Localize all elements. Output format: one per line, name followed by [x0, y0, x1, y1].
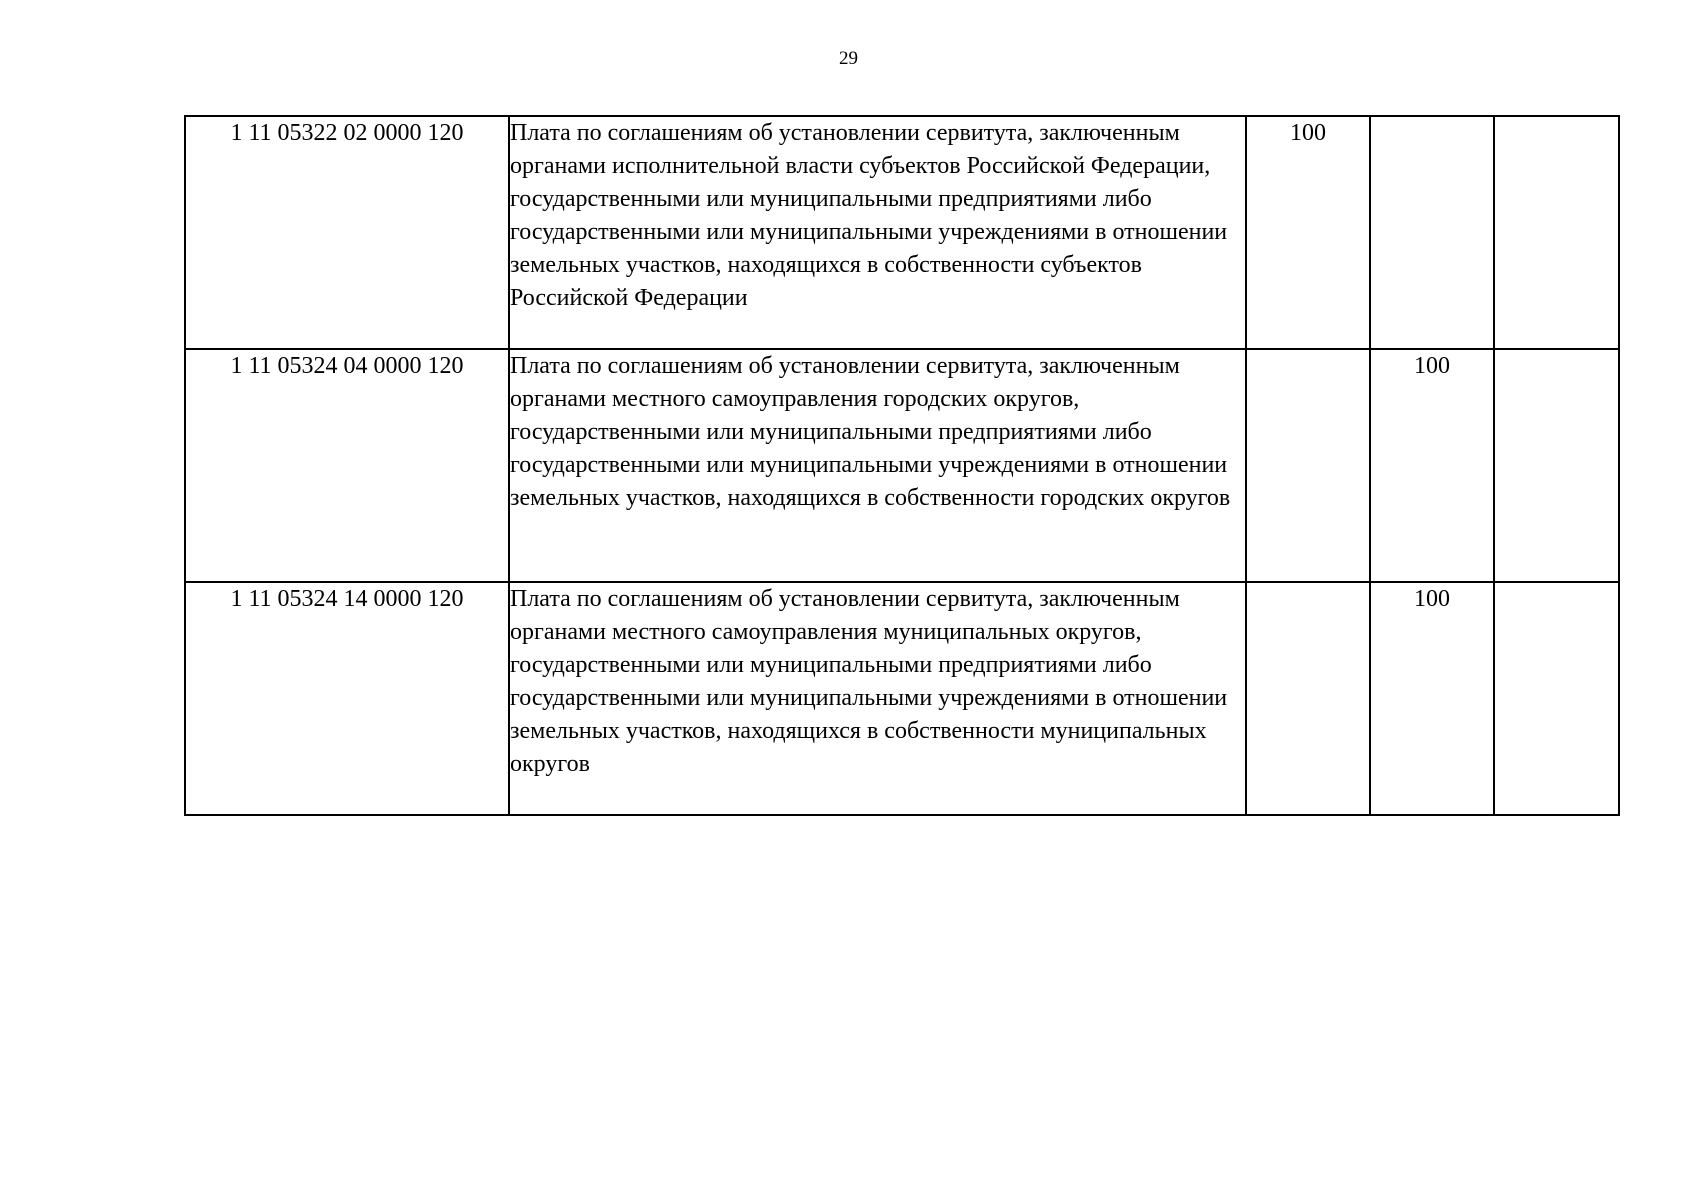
value-cell-col3	[1494, 349, 1619, 582]
value-cell-col1	[1246, 582, 1370, 815]
revenue-code-cell: 1 11 05324 14 0000 120	[185, 582, 509, 815]
table-row	[185, 349, 1619, 582]
page-number: 29	[839, 48, 858, 69]
value-cell-col1	[1246, 349, 1370, 582]
table-row	[185, 116, 1619, 349]
revenue-code-cell: 1 11 05322 02 0000 120	[185, 116, 509, 349]
revenue-table	[184, 115, 1620, 816]
value-cell-col3	[1494, 582, 1619, 815]
table-row	[185, 582, 1619, 815]
revenue-name-cell: Плата по соглашениям об установлении сервитута, заключенным органами местного самоуправления муниципальных округов, государственными или муниципальными предприятиями либо государственными или муниципальными учреждениями в отношении земельных участков, находящихся в собственности муниципальных округов	[509, 582, 1246, 815]
revenue-name-cell: Плата по соглашениям об установлении сервитута, заключенным органами исполнительной власти субъектов Российской Федерации, государственными или муниципальными предприятиями либо государственными или муниципальными учреждениями в отношении земельных участков, находящихся в собственности субъектов Российской Федерации	[509, 116, 1246, 349]
value-cell-col2	[1370, 116, 1494, 349]
value-cell-col2: 100	[1370, 582, 1494, 815]
revenue-name-cell: Плата по соглашениям об установлении сервитута, заключенным органами местного самоуправления городских округов, государственными или муниципальными предприятиями либо государственными или муниципальными учреждениями в отношении земельных участков, находящихся в собственности городских округов	[509, 349, 1246, 582]
revenue-code-cell: 1 11 05324 04 0000 120	[185, 349, 509, 582]
value-cell-col3	[1494, 116, 1619, 349]
value-cell-col2: 100	[1370, 349, 1494, 582]
value-cell-col1: 100	[1246, 116, 1370, 349]
